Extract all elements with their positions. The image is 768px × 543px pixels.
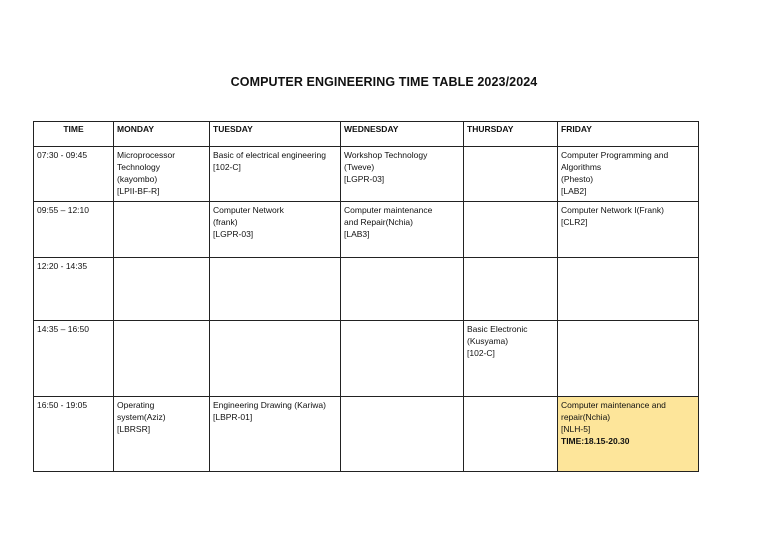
table-row [34, 147, 699, 202]
friday-cell [558, 258, 699, 321]
cell-line: [NLH-5] [561, 424, 591, 434]
tuesday-cell [210, 321, 341, 397]
thursday-cell [464, 397, 558, 472]
cell-line: [LAB3] [344, 229, 370, 239]
wednesday-cell [341, 202, 464, 258]
time-cell: 16:50 - 19:05 [34, 397, 114, 472]
wednesday-cell [341, 321, 464, 397]
cell-line: Computer maintenance and [561, 400, 666, 410]
time-cell: 14:35 – 16:50 [34, 321, 114, 397]
cell-line: [LAB2] [561, 186, 587, 196]
thursday-cell [464, 321, 558, 397]
monday-cell [114, 321, 210, 397]
tuesday-cell [210, 258, 341, 321]
header-wednesday: WEDNESDAY [341, 122, 464, 147]
friday-cell-highlighted [558, 397, 699, 472]
time-cell: 09:55 – 12:10 [34, 202, 114, 258]
monday-cell [114, 147, 210, 202]
cell-line: Computer maintenance [344, 205, 433, 215]
wednesday-cell [341, 258, 464, 321]
tuesday-cell [210, 397, 341, 472]
cell-line: [102-C] [467, 348, 495, 358]
table-row [34, 321, 699, 397]
monday-cell [114, 202, 210, 258]
cell-line: Microprocessor [117, 150, 176, 160]
header-tuesday: TUESDAY [210, 122, 341, 147]
thursday-cell [464, 147, 558, 202]
tuesday-cell [210, 202, 341, 258]
friday-cell [558, 147, 699, 202]
cell-line: Basic Electronic [467, 324, 528, 334]
cell-line: and Repair(Nchia) [344, 217, 413, 227]
page-title: COMPUTER ENGINEERING TIME TABLE 2023/2024 [230, 75, 538, 89]
header-row [34, 122, 699, 147]
cell-line: (frank) [213, 217, 238, 227]
cell-line: Computer Network I(Frank) [561, 205, 664, 215]
tuesday-cell [210, 147, 341, 202]
time-cell: 07:30 - 09:45 [34, 147, 114, 202]
table-row [34, 202, 699, 258]
cell-line: (Tweve) [344, 162, 375, 172]
cell-line: [LGPR-03] [213, 229, 254, 239]
header-friday: FRIDAY [558, 122, 699, 147]
time-note: TIME:18.15-20.30 [561, 436, 630, 446]
cell-line: Computer Network [213, 205, 284, 215]
cell-line: (Kusyama) [467, 336, 509, 346]
cell-line: [LBRSR] [117, 424, 151, 434]
cell-line: Engineering Drawing (Kariwa) [213, 400, 326, 410]
table-row [34, 258, 699, 321]
wednesday-cell [341, 397, 464, 472]
wednesday-cell [341, 147, 464, 202]
header-monday: MONDAY [114, 122, 210, 147]
friday-cell [558, 321, 699, 397]
thursday-cell [464, 258, 558, 321]
cell-line: Technology [117, 162, 161, 172]
cell-line: [LBPR-01] [213, 412, 253, 422]
cell-line: Basic of electrical engineering [213, 150, 326, 160]
friday-cell [558, 202, 699, 258]
cell-line: Computer Programming and [561, 150, 669, 160]
cell-line: [LPII-BF-R] [117, 186, 160, 196]
header-thursday: THURSDAY [464, 122, 558, 147]
cell-line: (kayombo) [117, 174, 158, 184]
cell-line: Algorithms [561, 162, 602, 172]
timetable [33, 121, 699, 472]
cell-line: [102-C] [213, 162, 241, 172]
monday-cell [114, 397, 210, 472]
cell-line: repair(Nchia) [561, 412, 611, 422]
cell-line: Operating [117, 400, 155, 410]
time-cell: 12:20 - 14:35 [34, 258, 114, 321]
cell-line: (Phesto) [561, 174, 594, 184]
header-time: TIME [34, 122, 114, 147]
monday-cell [114, 258, 210, 321]
cell-line: [LGPR-03] [344, 174, 385, 184]
cell-line: system(Aziz) [117, 412, 166, 422]
thursday-cell [464, 202, 558, 258]
cell-line: Workshop Technology [344, 150, 428, 160]
table-row [34, 397, 699, 472]
cell-line: [CLR2] [561, 217, 588, 227]
